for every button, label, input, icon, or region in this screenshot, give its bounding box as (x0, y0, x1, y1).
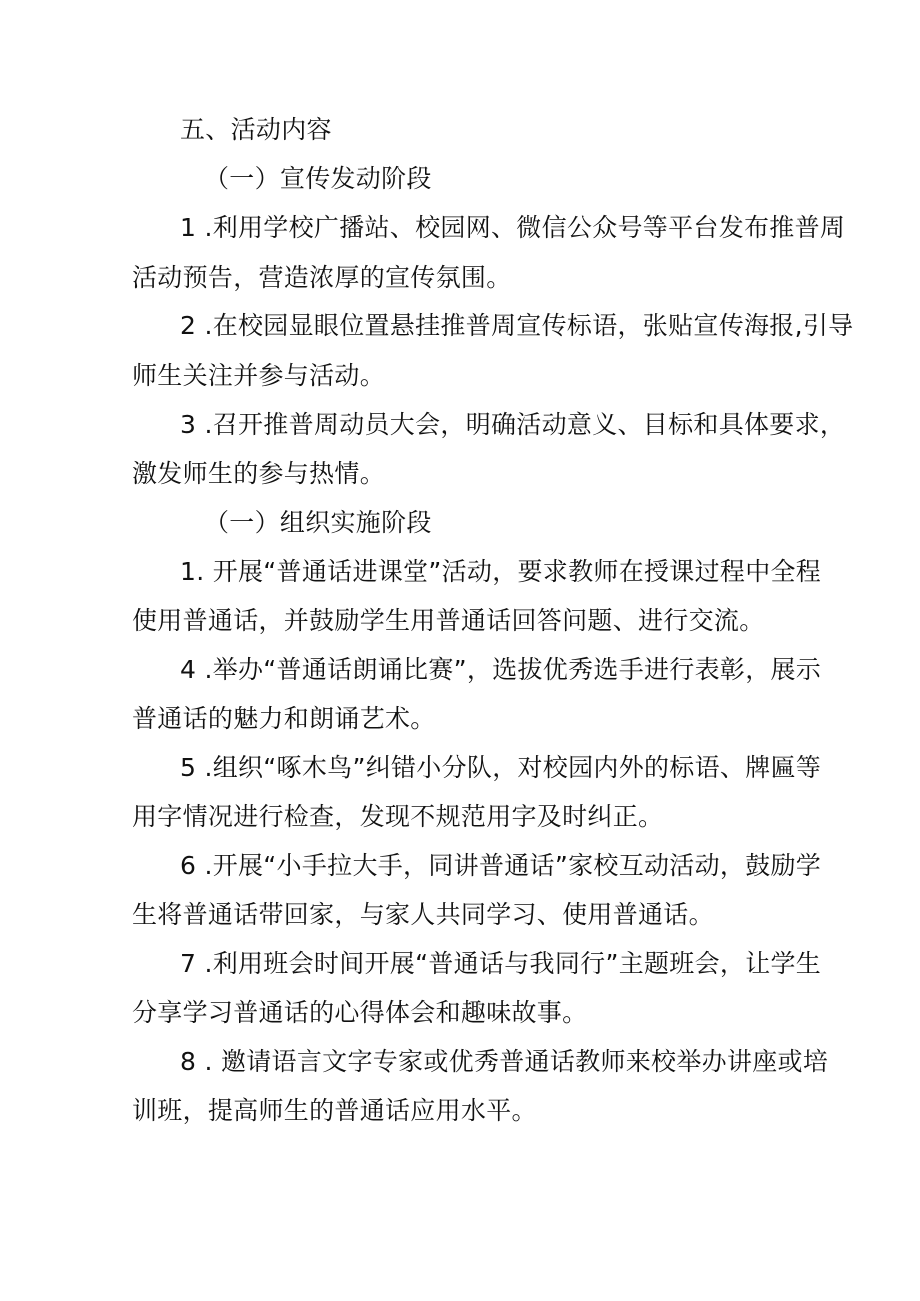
paragraph-line: 用字情况进行检查，发现不规范用字及时纠正。 (132, 802, 664, 831)
paragraph-line: 师生关注并参与活动。 (132, 361, 386, 390)
paragraph-line: 3 .召开推普周动员大会，明确活动意义、目标和具体要求， (180, 410, 846, 439)
paragraph-line: 普通话的魅力和朗诵艺术。 (132, 704, 436, 733)
paragraph-line: 1 .利用学校广播站、校园网、微信公众号等平台发布推普周 (180, 213, 846, 242)
paragraph-line: 5 .组织“啄木鸟”纠错小分队，对校园内外的标语、牌匾等 (180, 753, 822, 782)
phase-heading-implementation: （一）组织实施阶段 (204, 508, 432, 537)
paragraph-line: 分享学习普通话的心得体会和趣味故事。 (132, 998, 588, 1027)
paragraph-line: 活动预告，营造浓厚的宣传氛围。 (132, 263, 512, 292)
paragraph-line: 训班，提高师生的普通话应用水平。 (132, 1096, 537, 1125)
paragraph-line: 4 .举办“普通话朗诵比赛”，选拔优秀选手进行表彰，展示 (180, 655, 822, 684)
paragraph-line: 1. 开展“普通话进课堂”活动，要求教师在授课过程中全程 (180, 557, 822, 586)
section-heading: 五、活动内容 (180, 115, 332, 144)
paragraph-line: 8 . 邀请语言文字专家或优秀普通话教师来校举办讲座或培 (180, 1047, 829, 1076)
phase-heading-publicity: （一）宣传发动阶段 (204, 164, 432, 193)
paragraph-line: 生将普通话带回家，与家人共同学习、使用普通话。 (132, 900, 714, 929)
paragraph-line: 激发师生的参与热情。 (132, 459, 386, 488)
paragraph-line: 使用普通话，并鼓励学生用普通话回答问题、进行交流。 (132, 606, 765, 635)
paragraph-line: 6 .开展“小手拉大手，同讲普通话”家校互动活动，鼓励学 (180, 851, 822, 880)
paragraph-line: 7 .利用班会时间开展“普通话与我同行”主题班会，让学生 (180, 949, 822, 978)
paragraph-line: 2 .在校园显眼位置悬挂推普周宣传标语，张贴宣传海报,引导 (180, 311, 854, 340)
